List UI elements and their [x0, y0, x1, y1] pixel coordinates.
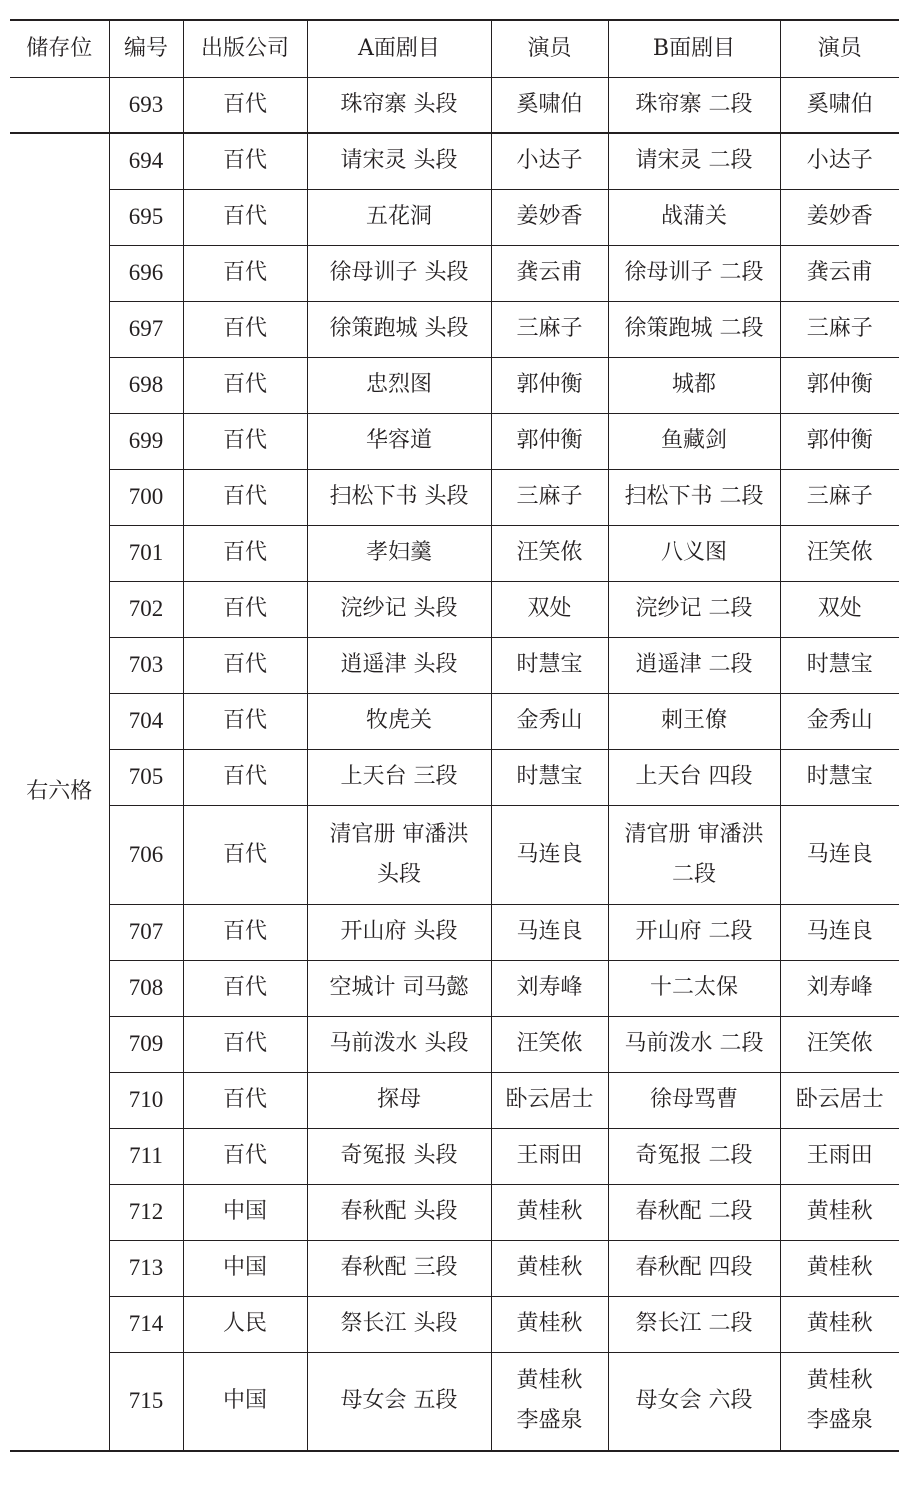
b-side-cell: 徐母骂曹	[608, 1072, 780, 1128]
b-actor-cell: 郭仲衡	[780, 413, 899, 469]
table-row	[10, 749, 899, 805]
b-side-cell: 鱼藏剑	[608, 413, 780, 469]
publisher-cell: 人民	[183, 1296, 307, 1352]
number-cell: 693	[109, 77, 183, 133]
number-cell: 699	[109, 413, 183, 469]
number-cell: 697	[109, 301, 183, 357]
a-actor-cell: 郭仲衡	[491, 413, 608, 469]
b-side-cell: 八义图	[608, 525, 780, 581]
publisher-cell: 百代	[183, 805, 307, 904]
header-storage: 储存位	[10, 20, 109, 77]
publisher-cell: 中国	[183, 1184, 307, 1240]
b-side-line-1: 清官册 审潘洪	[624, 821, 764, 847]
b-actor-cell: 黄桂秋	[780, 1184, 899, 1240]
number-cell: 705	[109, 749, 183, 805]
table-row	[10, 189, 899, 245]
a-side-cell: 逍遥津 头段	[307, 637, 491, 693]
table-row	[10, 693, 899, 749]
number-cell: 703	[109, 637, 183, 693]
header-a-actor: 演员	[491, 20, 608, 77]
number-cell: 700	[109, 469, 183, 525]
table-row	[10, 413, 899, 469]
number-cell: 712	[109, 1184, 183, 1240]
table-row	[10, 1016, 899, 1072]
b-side-cell: 逍遥津 二段	[608, 637, 780, 693]
b-actor-line-2: 李盛泉	[806, 1408, 873, 1434]
publisher-cell: 百代	[183, 469, 307, 525]
a-side-cell: 马前泼水 头段	[307, 1016, 491, 1072]
b-side-cell: 扫松下书 二段	[608, 469, 780, 525]
storage-group-cell: 右六格	[10, 133, 109, 1451]
a-side-cell: 五花洞	[307, 189, 491, 245]
table-row	[10, 133, 899, 189]
a-actor-cell	[491, 1352, 608, 1451]
number-cell: 701	[109, 525, 183, 581]
a-actor-cell: 时慧宝	[491, 749, 608, 805]
number-cell: 694	[109, 133, 183, 189]
publisher-cell: 百代	[183, 581, 307, 637]
table-row	[10, 960, 899, 1016]
a-side-cell: 奇冤报 头段	[307, 1128, 491, 1184]
b-actor-cell: 时慧宝	[780, 749, 899, 805]
publisher-cell: 百代	[183, 525, 307, 581]
header-publisher: 出版公司	[183, 20, 307, 77]
a-actor-cell: 双处	[491, 581, 608, 637]
publisher-cell: 百代	[183, 357, 307, 413]
number-cell: 711	[109, 1128, 183, 1184]
table-row	[10, 1352, 899, 1451]
a-actor-cell: 马连良	[491, 805, 608, 904]
a-actor-cell: 汪笑侬	[491, 525, 608, 581]
b-side-cell: 马前泼水 二段	[608, 1016, 780, 1072]
number-cell: 709	[109, 1016, 183, 1072]
a-side-cell: 春秋配 头段	[307, 1184, 491, 1240]
b-actor-cell: 卧云居士	[780, 1072, 899, 1128]
a-actor-cell: 三麻子	[491, 301, 608, 357]
publisher-cell: 百代	[183, 133, 307, 189]
table-row	[10, 581, 899, 637]
b-actor-cell	[780, 1352, 899, 1451]
publisher-cell: 百代	[183, 1128, 307, 1184]
table-row	[10, 525, 899, 581]
b-actor-line-1: 黄桂秋	[806, 1368, 873, 1394]
publisher-cell: 百代	[183, 1016, 307, 1072]
a-side-cell: 上天台 三段	[307, 749, 491, 805]
table-row	[10, 77, 899, 133]
header-b-actor: 演员	[780, 20, 899, 77]
b-side-cell: 请宋灵 二段	[608, 133, 780, 189]
b-side-cell: 徐策跑城 二段	[608, 301, 780, 357]
number-cell: 710	[109, 1072, 183, 1128]
publisher-cell: 百代	[183, 637, 307, 693]
number-cell: 707	[109, 904, 183, 960]
b-actor-cell: 郭仲衡	[780, 357, 899, 413]
table-row	[10, 245, 899, 301]
number-cell: 715	[109, 1352, 183, 1451]
number-cell: 695	[109, 189, 183, 245]
a-actor-cell: 黄桂秋	[491, 1296, 608, 1352]
publisher-cell: 百代	[183, 1072, 307, 1128]
number-cell: 706	[109, 805, 183, 904]
a-actor-cell: 龚云甫	[491, 245, 608, 301]
publisher-cell: 百代	[183, 749, 307, 805]
b-side-cell: 徐母训子 二段	[608, 245, 780, 301]
b-actor-cell: 王雨田	[780, 1128, 899, 1184]
number-cell: 714	[109, 1296, 183, 1352]
b-actor-cell: 金秀山	[780, 693, 899, 749]
b-side-cell: 刺王僚	[608, 693, 780, 749]
a-actor-cell: 刘寿峰	[491, 960, 608, 1016]
a-side-cell: 祭长江 头段	[307, 1296, 491, 1352]
a-actor-cell: 奚啸伯	[491, 77, 608, 133]
header-a-side: A面剧目	[307, 20, 491, 77]
a-actor-cell: 郭仲衡	[491, 357, 608, 413]
b-actor-cell: 双处	[780, 581, 899, 637]
b-actor-cell: 奚啸伯	[780, 77, 899, 133]
number-cell: 708	[109, 960, 183, 1016]
b-side-cell: 浣纱记 二段	[608, 581, 780, 637]
table-row	[10, 301, 899, 357]
b-side-cell: 奇冤报 二段	[608, 1128, 780, 1184]
a-side-cell: 珠帘寨 头段	[307, 77, 491, 133]
table-row	[10, 357, 899, 413]
table-row	[10, 1184, 899, 1240]
publisher-cell: 百代	[183, 189, 307, 245]
b-actor-cell: 时慧宝	[780, 637, 899, 693]
a-side-line-2: 头段	[376, 861, 421, 887]
a-actor-cell: 黄桂秋	[491, 1240, 608, 1296]
header-row	[10, 20, 899, 77]
a-side-cell: 空城计 司马懿	[307, 960, 491, 1016]
a-actor-cell: 汪笑侬	[491, 1016, 608, 1072]
b-side-cell: 十二太保	[608, 960, 780, 1016]
a-side-cell: 华容道	[307, 413, 491, 469]
publisher-cell: 百代	[183, 245, 307, 301]
b-actor-cell: 黄桂秋	[780, 1240, 899, 1296]
b-actor-cell: 小达子	[780, 133, 899, 189]
a-actor-cell: 小达子	[491, 133, 608, 189]
number-cell: 702	[109, 581, 183, 637]
a-side-line-1: 清官册 审潘洪	[329, 821, 469, 847]
a-actor-cell: 时慧宝	[491, 637, 608, 693]
b-actor-cell: 马连良	[780, 805, 899, 904]
table-row	[10, 469, 899, 525]
b-side-cell: 祭长江 二段	[608, 1296, 780, 1352]
a-side-cell: 徐母训子 头段	[307, 245, 491, 301]
b-actor-cell: 马连良	[780, 904, 899, 960]
b-side-cell: 春秋配 四段	[608, 1240, 780, 1296]
table-row	[10, 1128, 899, 1184]
b-actor-cell: 汪笑侬	[780, 525, 899, 581]
a-actor-cell: 姜妙香	[491, 189, 608, 245]
a-actor-line-1: 黄桂秋	[516, 1368, 583, 1394]
b-side-cell: 春秋配 二段	[608, 1184, 780, 1240]
a-side-cell: 忠烈图	[307, 357, 491, 413]
publisher-cell: 中国	[183, 1352, 307, 1451]
number-cell: 698	[109, 357, 183, 413]
a-side-cell: 浣纱记 头段	[307, 581, 491, 637]
a-side-cell: 探母	[307, 1072, 491, 1128]
table-row	[10, 637, 899, 693]
b-actor-cell: 龚云甫	[780, 245, 899, 301]
a-side-cell: 母女会 五段	[307, 1352, 491, 1451]
b-actor-cell: 姜妙香	[780, 189, 899, 245]
header-number: 编号	[109, 20, 183, 77]
b-actor-cell: 三麻子	[780, 469, 899, 525]
table-row	[10, 904, 899, 960]
publisher-cell: 百代	[183, 413, 307, 469]
b-side-cell: 城都	[608, 357, 780, 413]
header-b-side: B面剧目	[608, 20, 780, 77]
catalog-table-container	[10, 19, 899, 1452]
a-side-cell: 徐策跑城 头段	[307, 301, 491, 357]
number-cell: 696	[109, 245, 183, 301]
a-actor-cell: 卧云居士	[491, 1072, 608, 1128]
publisher-cell: 百代	[183, 693, 307, 749]
table-row	[10, 1072, 899, 1128]
a-side-cell: 春秋配 三段	[307, 1240, 491, 1296]
record-catalog-table	[10, 19, 899, 1452]
a-side-cell: 开山府 头段	[307, 904, 491, 960]
a-actor-cell: 三麻子	[491, 469, 608, 525]
a-actor-cell: 金秀山	[491, 693, 608, 749]
b-side-cell: 开山府 二段	[608, 904, 780, 960]
a-side-cell: 牧虎关	[307, 693, 491, 749]
a-side-cell: 扫松下书 头段	[307, 469, 491, 525]
table-row	[10, 805, 899, 904]
a-actor-cell: 黄桂秋	[491, 1184, 608, 1240]
a-actor-cell: 王雨田	[491, 1128, 608, 1184]
publisher-cell: 百代	[183, 960, 307, 1016]
number-cell: 713	[109, 1240, 183, 1296]
b-actor-cell: 刘寿峰	[780, 960, 899, 1016]
b-side-cell: 珠帘寨 二段	[608, 77, 780, 133]
b-side-cell: 战蒲关	[608, 189, 780, 245]
number-cell: 704	[109, 693, 183, 749]
b-actor-cell: 汪笑侬	[780, 1016, 899, 1072]
b-side-line-2: 二段	[671, 861, 716, 887]
publisher-cell: 中国	[183, 1240, 307, 1296]
publisher-cell: 百代	[183, 904, 307, 960]
b-side-cell: 母女会 六段	[608, 1352, 780, 1451]
a-side-cell: 孝妇羹	[307, 525, 491, 581]
a-actor-line-2: 李盛泉	[516, 1408, 583, 1434]
a-actor-cell: 马连良	[491, 904, 608, 960]
table-row	[10, 1296, 899, 1352]
b-actor-cell: 三麻子	[780, 301, 899, 357]
a-side-cell	[307, 805, 491, 904]
table-row	[10, 1240, 899, 1296]
b-side-cell	[608, 805, 780, 904]
publisher-cell: 百代	[183, 77, 307, 133]
b-side-cell: 上天台 四段	[608, 749, 780, 805]
storage-cell	[10, 77, 109, 133]
b-actor-cell: 黄桂秋	[780, 1296, 899, 1352]
a-side-cell: 请宋灵 头段	[307, 133, 491, 189]
publisher-cell: 百代	[183, 301, 307, 357]
